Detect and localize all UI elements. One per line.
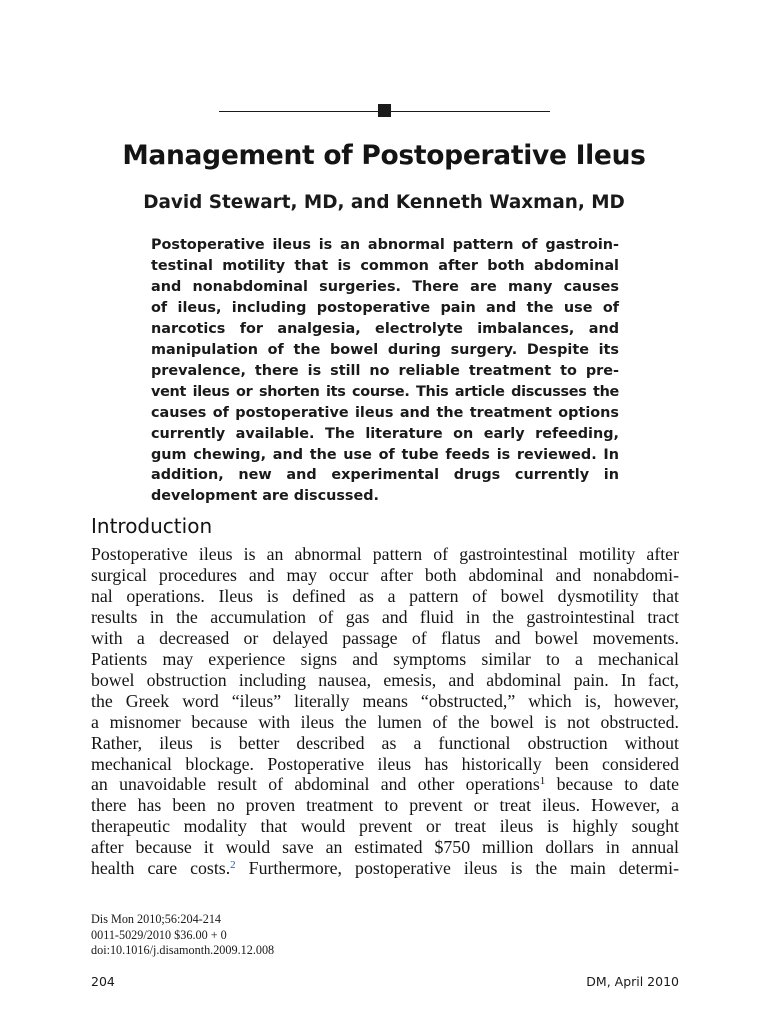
- abstract-line: causes of postoperative ileus and the treatment options: [151, 404, 619, 421]
- article-authors: David Stewart, MD, and Kenneth Waxman, MD: [143, 192, 625, 213]
- abstract-line: prevalence, there is still no reliable treatment to pre-: [151, 362, 619, 379]
- body-line: the Greek word “ileus” literally means “obstructed,” which is, however,: [91, 690, 679, 711]
- body-line: surgical procedures and may occur after both abdominal and nonabdomi-: [91, 564, 679, 585]
- abstract: [151, 235, 619, 507]
- abstract-line: and nonabdominal surgeries. There are many causes: [151, 278, 619, 295]
- body-line: Rather, ileus is better described as a functional obstruction without: [91, 732, 679, 753]
- body-line: [91, 858, 679, 879]
- abstract-line: currently available. The literature on early refeeding,: [151, 425, 619, 442]
- body-line: results in the accumulation of gas and fluid in the gastrointestinal tract: [91, 606, 679, 627]
- body-text-segment: because to date: [545, 774, 679, 795]
- body-line: Postoperative ileus is an abnormal pattern of gastrointestinal motility after: [91, 544, 679, 564]
- journal-citation: Dis Mon 2010;56:204-214: [91, 912, 222, 926]
- body-line: with a decreased or delayed passage of flatus and bowel movements.: [91, 627, 679, 648]
- body-text-segment: health care costs.: [91, 858, 231, 879]
- body-text-segment: Furthermore, postoperative ileus is the main determi-: [235, 858, 679, 879]
- ornament-rule-left: [219, 111, 378, 112]
- abstract-line: addition, new and experimental drugs currently in: [151, 467, 619, 484]
- issn-price: 0011-5029/2010 $36.00 + 0: [91, 927, 227, 942]
- article-title: Management of Postoperative Ileus: [122, 140, 646, 171]
- body-text-segment: an unavoidable result of abdominal and other operations: [91, 774, 540, 795]
- introduction-body: [91, 544, 679, 879]
- body-line: mechanical blockage. Postoperative ileus has historically been considered: [91, 753, 679, 774]
- journal-issue: DM, April 2010: [586, 974, 679, 989]
- ornament-square: [378, 104, 391, 117]
- abstract-line: manipulation of the bowel during surgery. Despite its: [151, 341, 619, 358]
- body-line: bowel obstruction including nausea, emesis, and abdominal pain. In fact,: [91, 669, 679, 690]
- body-line: Patients may experience signs and symptoms similar to a mechanical: [91, 648, 679, 669]
- body-line: a misnomer because with ileus the lumen of the bowel is not obstructed.: [91, 711, 679, 732]
- citation-block: [91, 912, 274, 959]
- reference-marker[interactable]: 2: [230, 859, 236, 872]
- abstract-line: development are discussed.: [151, 488, 380, 505]
- abstract-line: gum chewing, and the use of tube feeds is reviewed. In: [151, 446, 619, 463]
- body-line: nal operations. Ileus is defined as a pattern of bowel dysmotility that: [91, 585, 679, 606]
- body-line: after because it would save an estimated $750 million dollars in annual: [91, 837, 679, 858]
- ornament-rule-right: [391, 111, 550, 112]
- body-line: there has been no proven treatment to prevent or treat ileus. However, a: [91, 795, 679, 816]
- abstract-line: of ileus, including postoperative pain and the use of: [151, 299, 619, 316]
- page-number: 204: [91, 974, 115, 989]
- abstract-line: testinal motility that is common after both abdominal: [151, 257, 619, 274]
- abstract-line: narcotics for analgesia, electrolyte imbalances, and: [151, 320, 619, 337]
- body-line: therapeutic modality that would prevent or treat ileus is highly sought: [91, 816, 679, 837]
- abstract-line: vent ileus or shorten its course. This article discusses the: [151, 383, 619, 400]
- reference-marker[interactable]: 1: [539, 775, 546, 788]
- body-line: [91, 774, 679, 795]
- abstract-line: Postoperative ileus is an abnormal pattern of gastroin-: [151, 237, 619, 253]
- title-ornament: [219, 104, 550, 118]
- section-heading-introduction: Introduction: [91, 514, 213, 538]
- doi: doi:10.1016/j.disamonth.2009.12.008: [91, 943, 275, 957]
